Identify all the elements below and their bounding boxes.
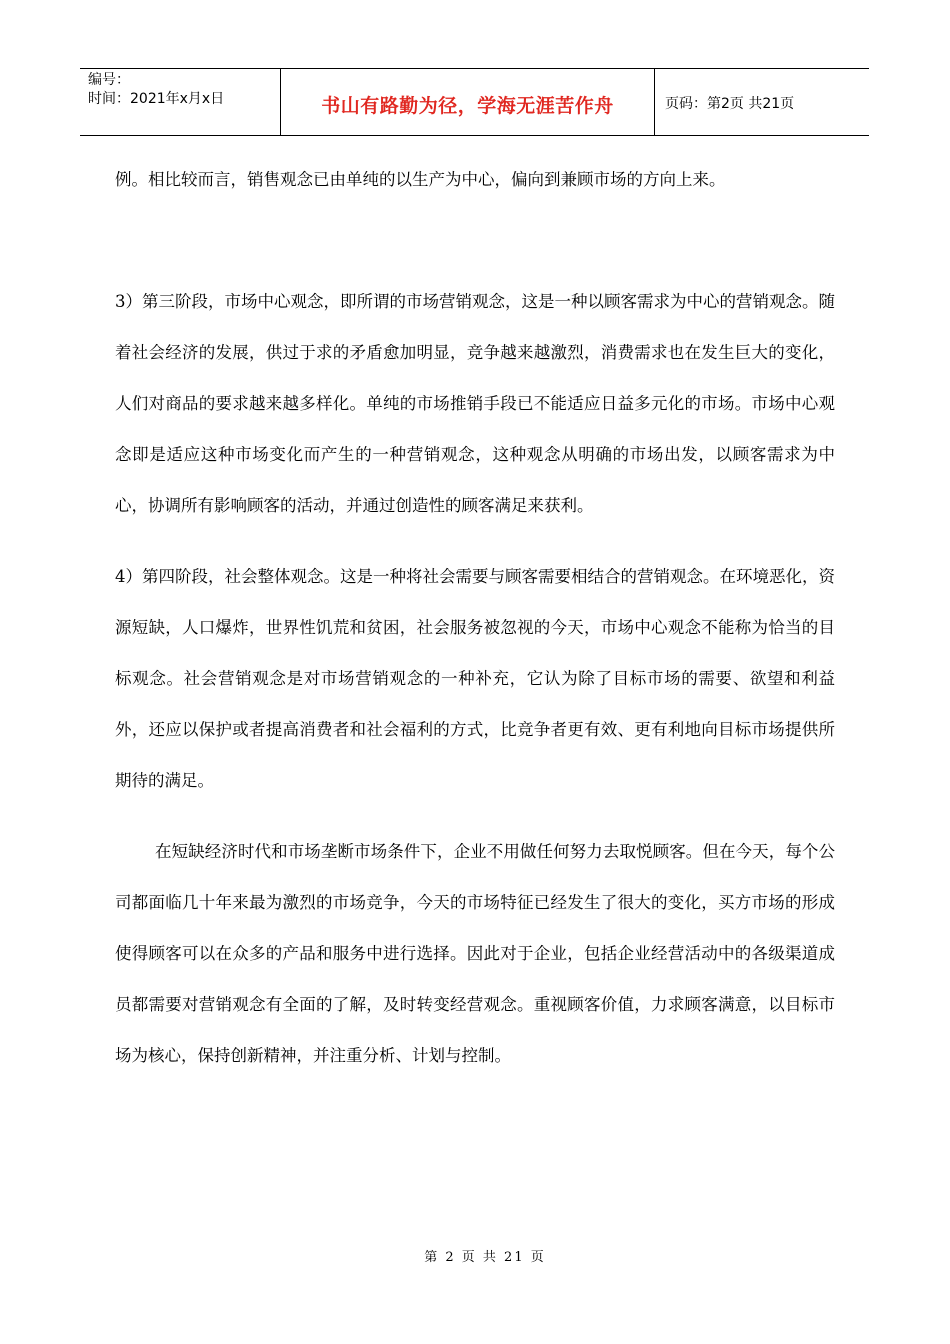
page-footer: 第 2 页 共 21 页 (424, 1250, 546, 1265)
time-label: 时间：2021年x月x日 (88, 91, 225, 107)
header-motto-cell (281, 69, 655, 135)
paragraph-conclusion: 在短缺经济时代和市场垄断市场条件下，企业不用做任何努力去取悦顾客。但在今天，每个公司都面临几十年来最为激烈的市场竞争，今天的市场特征已经发生了很大的变化，买方市场的形成使得顾客可以在众多的产品和服务中进行选择。因此对于企业，包括企业经营活动中的各级渠道成员都需要对营销观念有全面的了解，及时转变经营观念。重视顾客价值，力求顾客满意，以目标市场为核心，保持创新精神，并注重分析、计划与控制。 (115, 842, 835, 1065)
document-body (115, 154, 835, 1081)
document-header (80, 68, 869, 136)
paragraph-stage-three: 3）第三阶段，市场中心观念，即所谓的市场营销观念，这是一种以顾客需求为中心的营销观念。随着社会经济的发展，供过于求的矛盾愈加明显，竞争越来越激烈，消费需求也在发生巨大的变化，人们对商品的要求越来越多样化。单纯的市场推销手段已不能适应日益多元化的市场。市场中心观念即是适应这种市场变化而产生的一种营销观念，这种观念从明确的市场出发，以顾客需求为中心，协调所有影响顾客的活动，并通过创造性的顾客满足来获利。 (115, 292, 835, 515)
motto-text: 书山有路勤为径，学海无涯苦作舟 (321, 94, 614, 117)
paragraph-stage-four: 4）第四阶段，社会整体观念。这是一种将社会需要与顾客需要相结合的营销观念。在环境恶化，资源短缺，人口爆炸，世界性饥荒和贫困，社会服务被忽视的今天，市场中心观念不能称为恰当的目标观念。社会营销观念是对市场营销观念的一种补充，它认为除了目标市场的需要、欲望和利益外，还应以保护或者提高消费者和社会福利的方式，比竞争者更有效、更有利地向目标市场提供所期待的满足。 (115, 567, 835, 790)
paragraph-continuation: 例。相比较而言，销售观念已由单纯的以生产为中心，偏向到兼顾市场的方向上来。 (115, 170, 726, 189)
number-label: 编号： (88, 72, 130, 88)
header-page-cell (655, 69, 869, 135)
page-code: 页码：第2页 共21页 (665, 96, 795, 112)
header-meta-cell (80, 69, 281, 135)
